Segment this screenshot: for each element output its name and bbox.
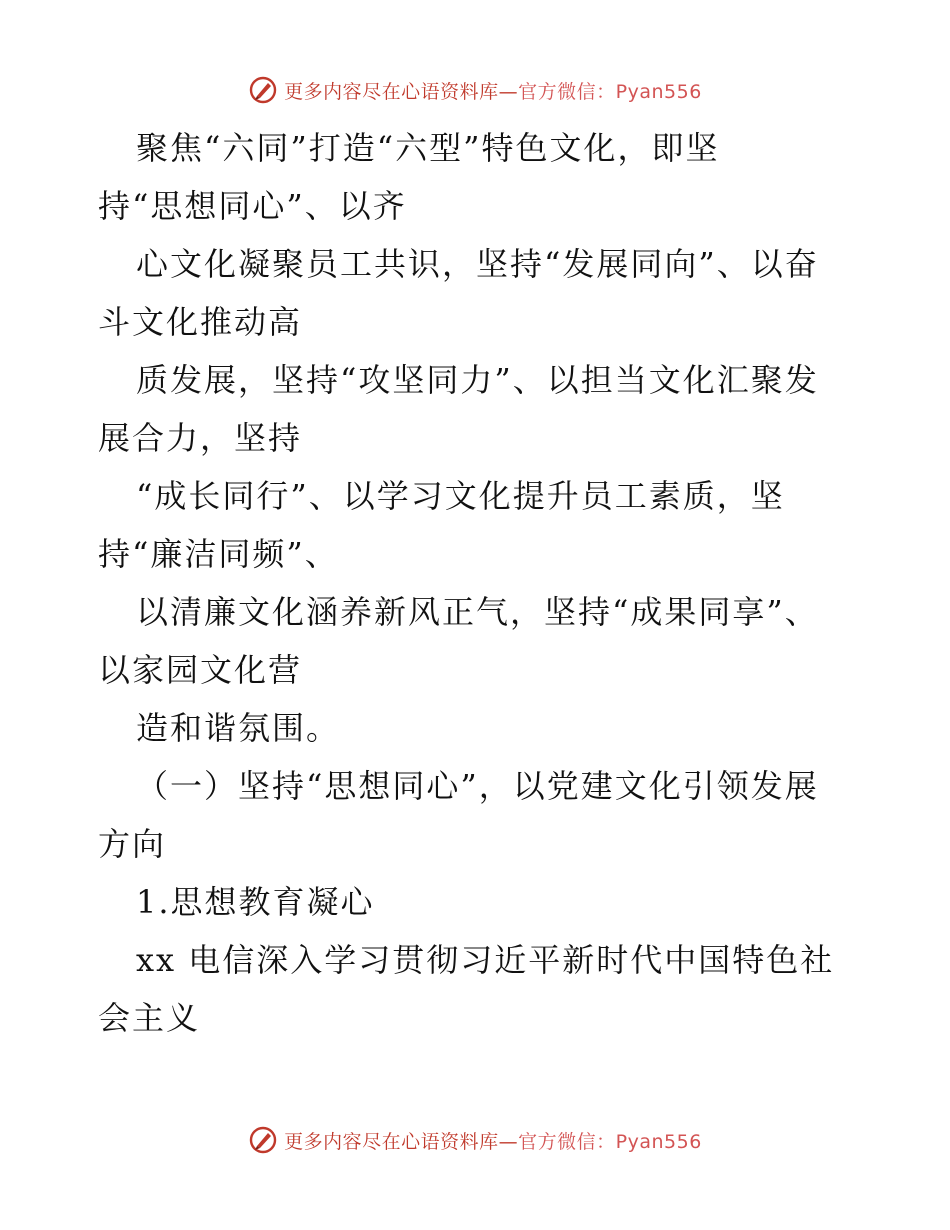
text-line: （一）坚持“思想同心”，以党建文化引领发展 <box>136 767 819 805</box>
banner-main-text: 更多内容尽在心语资料库 <box>284 80 499 103</box>
text-line: 造和谐氛围。 <box>136 709 341 747</box>
banner-main-text: 更多内容尽在心语资料库 <box>284 1130 499 1153</box>
banner-dash: — <box>498 1130 519 1153</box>
text-line: 以家园文化营 <box>98 651 303 689</box>
header-banner <box>0 70 950 110</box>
banner-dash: — <box>498 80 519 103</box>
banner-wechat-text: 官方微信：Pyan556 <box>518 80 702 103</box>
text-line: 会主义 <box>98 999 201 1037</box>
text-line: 方向 <box>98 825 167 863</box>
text-line: 1.思想教育凝心 <box>136 883 375 921</box>
document-body <box>98 119 878 1047</box>
text-line: 展合力，坚持 <box>98 419 303 457</box>
text-line: 持“廉洁同频”、 <box>98 535 339 573</box>
banner-text <box>284 77 702 104</box>
text-line: 质发展，坚持“攻坚同力”、以担当文化汇聚发 <box>136 361 819 399</box>
footer-banner <box>0 1120 950 1160</box>
text-line: 聚焦“六同”打造“六型”特色文化，即坚 <box>136 129 720 167</box>
pen-circle-logo-icon <box>248 75 278 105</box>
text-line: 以清廉文化涵养新风正气，坚持“成果同享”、 <box>136 593 819 631</box>
text-line: 斗文化推动高 <box>98 303 303 341</box>
text-line: “成长同行”、以学习文化提升员工素质，坚 <box>136 477 785 515</box>
text-line: xx 电信深入学习贯彻习近平新时代中国特色社 <box>136 941 835 979</box>
banner-text <box>284 1127 702 1154</box>
pen-circle-logo-icon <box>248 1125 278 1155</box>
banner-wechat-text: 官方微信：Pyan556 <box>518 1130 702 1153</box>
text-line: 心文化凝聚员工共识，坚持“发展同向”、以奋 <box>136 245 819 283</box>
text-line: 持“思想同心”、以齐 <box>98 187 407 225</box>
